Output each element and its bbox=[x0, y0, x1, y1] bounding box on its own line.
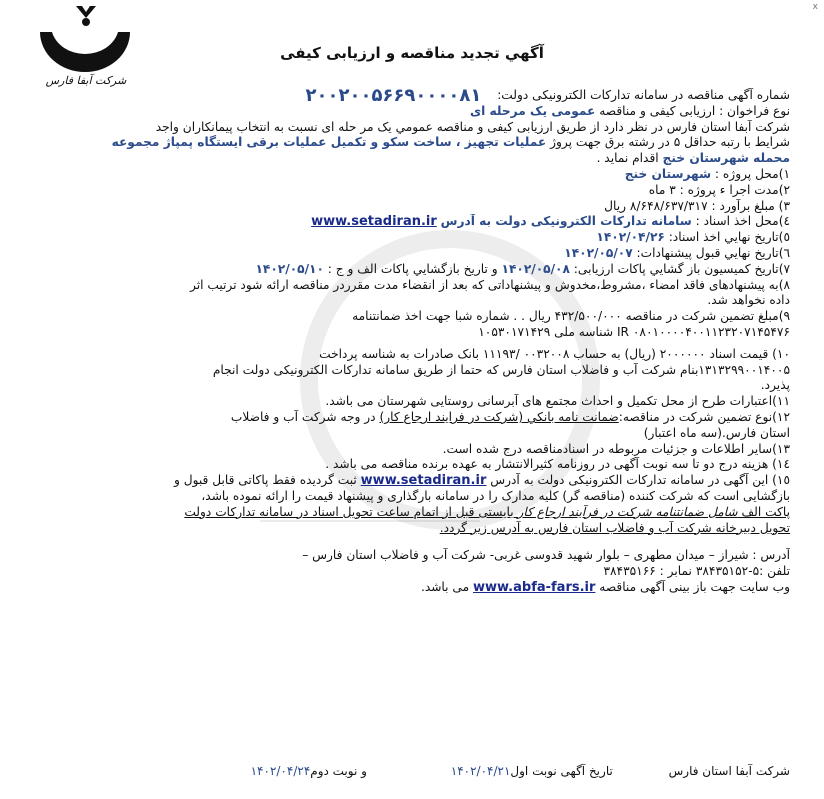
footer bbox=[40, 764, 790, 778]
item-5-label: ٥)تاریخ نهايي اخذ اسناد: bbox=[664, 230, 790, 245]
notice-body bbox=[40, 88, 790, 596]
item-13: ۱۳)سایر اطلاعات و جزئیات مربوطه در اسنادمناقصه درج شده است. bbox=[442, 441, 790, 456]
item-15-line-3-a: پاکت الف bbox=[737, 504, 790, 519]
contact-address: آدرس : شیراز – میدان مطهری – بلوار شهید قدوسی غربی- شرکت آب و فاضلاب استان فارس – bbox=[302, 548, 790, 563]
item-15-line-3-b: شامل ضمانتنامه شرکت در فرآیند ارجاع کار bbox=[517, 504, 738, 519]
item-4-value: سامانه تدارکات الکترونیکی دولت به آدرس bbox=[440, 214, 692, 229]
footer-first-label: تاریخ آگهی نوبت اول bbox=[510, 764, 613, 778]
call-type-label: نوع فراخوان : ارزیابی کیفی و مناقصه bbox=[595, 103, 790, 118]
contact-phone: تلفن :۵-۳۸۴۳۵۱۵۲ نمابر : ۳۸۴۳۵۱۶۶ bbox=[603, 564, 790, 579]
item-12-guarantee: ضمانت نامه بانكي (شركت در فرايند ارجاع كار) bbox=[379, 409, 619, 424]
item-12-line-2: استان فارس.(سه ماه اعتبار) bbox=[643, 425, 790, 440]
footer-first-date: ۱۴۰۲/۰۴/۲۱ bbox=[450, 764, 511, 778]
intro-line-2 bbox=[40, 135, 790, 151]
footer-second-date: ۱۴۰۲/۰۴/۲۴ bbox=[250, 764, 311, 778]
call-type-line bbox=[40, 104, 790, 120]
item-15-line-3-c: بایستی قبل از اتمام ساعت تحویل اسناد در سامانه تدارکات دولت bbox=[184, 504, 518, 519]
item-6 bbox=[40, 246, 790, 262]
item-15-text-b: ثبت گردیده فقط پاکاتی قابل قبول و bbox=[173, 473, 361, 488]
item-7-label: ۷)تاریخ کمیسیون باز گشایي پاکات ارزیابی: bbox=[569, 261, 790, 276]
item-15-line-1 bbox=[40, 473, 790, 489]
item-15-line-3 bbox=[40, 505, 790, 521]
item-10-line-1: ۱۰) قیمت اسناد ۲۰۰۰۰۰۰ (ریال) به حساب ۰۰۳۲۰۰۸ /۱۱۱۹۳ بانک صادرات به شناسه پرداخت bbox=[319, 346, 790, 361]
item-1-value: شهرستان خنج bbox=[624, 166, 712, 181]
item-10-line-2: ۱۳۱۳۲۹۹۰۰۱۴۰۰۵بنام شرکت آب و فاضلاب استان فارس که حتما از طریق سامانه تدارکات الکترونیکی دولت انجام bbox=[212, 362, 790, 377]
tender-number-label: شماره آگهی مناقصه در سامانه تدارکات الکترونیکی دولت: bbox=[497, 88, 790, 102]
intro-line-2-text: شرایط با رتبه حداقل ۵ در رشته برق جهت پروژ bbox=[546, 135, 790, 150]
item-15-line-2: بازگشایی است که شرکت کننده (مناقصه گر) کلیه مدارک را در سامانه بارگذاری و پیشنهاد قیمت را ارائه نموده باشد، bbox=[201, 488, 790, 503]
footer-second-label: و نوبت دوم bbox=[310, 764, 367, 778]
website-label: وب سایت جهت باز بینی آگهی مناقصه bbox=[595, 579, 790, 594]
item-5 bbox=[40, 230, 790, 246]
item-7-value-2: ۱۴۰۲/۰۵/۱۰ bbox=[255, 261, 324, 276]
footer-company: شرکت آبفا استان فارس bbox=[668, 764, 790, 778]
project-title: عملیات تجهیز ، ساخت سکو و تکمیل عملیات برقی ایستگاه پمپاژ مجموعه bbox=[111, 135, 547, 150]
close-icon[interactable]: x bbox=[812, 2, 818, 12]
intro-line-3-tail: اقدام نماید . bbox=[596, 151, 663, 166]
item-14: ۱٤) هزینه درج دو تا سه نوبت آگهی در روزنامه کثیرالانتشار به عهده برنده مناقصه می باشد . bbox=[325, 457, 790, 472]
item-3: ۳) مبلغ برآورد : ۸/۶۴۸/۶۳۷/۳۱۷ ریال bbox=[604, 198, 790, 213]
intro-line-1: شرکت آبفا استان فارس در نظر دارد از طریق ارزیابی کیفی و مناقصه عمومي یک مر حله ای نسبت به انتخاب پیمانکاران واجد bbox=[155, 119, 790, 134]
item-2: ۲)مدت اجرا ء پروژه : ۳ ماه bbox=[648, 182, 790, 197]
tender-number-value: ۲۰۰۲۰۰۵۶۶۹۰۰۰۰۸۱ bbox=[305, 88, 482, 104]
item-9-line-2: IR ۰۸۰۱۰۰۰۰۴۰۰۱۱۲۳۲۰۷۱۴۵۴۷۶ شناسه ملی ۱۰۵۳۰۱۷۱۴۲۹ bbox=[478, 324, 790, 339]
project-location-inline: محمله شهرستان خنج bbox=[662, 151, 790, 166]
item-11: ۱۱)اعتبارات طرح از محل تکمیل و احداث مجتمع های آبرسانی روستایی شهرستان می باشد. bbox=[325, 394, 790, 409]
setadiran-link[interactable]: www.setadiran.ir bbox=[311, 214, 437, 230]
item-15-text-a: ۱٥) این آگهی در سامانه تدارکات الکترونیکی دولت به آدرس bbox=[486, 473, 790, 488]
tender-number-line bbox=[40, 88, 790, 104]
item-7-mid: و تاريخ بازگشايي پاكات الف و ج : bbox=[323, 261, 502, 276]
item-6-label: ٦)تاريخ نهايي قبول پيشنهادات: bbox=[632, 245, 790, 260]
item-1 bbox=[40, 167, 790, 183]
item-7-value: ۱۴۰۲/۰۵/۰۸ bbox=[501, 261, 570, 276]
item-9-line-1: ۹)مبلغ تضمین شرکت در مناقصه ۴۳۲/۵۰۰/۰۰۰ ریال . . شماره شبا جهت اخذ ضمانتنامه bbox=[352, 309, 790, 324]
intro-line-3 bbox=[40, 151, 790, 167]
contact-website bbox=[40, 580, 790, 596]
setadiran-link-2[interactable]: www.setadiran.ir bbox=[360, 473, 487, 489]
item-12-tail: در وجه شركت آب و فاضلاب bbox=[230, 409, 380, 424]
logo-text: شرکت آبفا فارس bbox=[45, 74, 127, 87]
item-10-line-3: پذیرد. bbox=[760, 378, 790, 393]
item-1-label: ۱)محل پروژه : bbox=[711, 166, 790, 181]
item-12-label: ۱۲)نوع تضمين شركت در مناقصه: bbox=[618, 409, 790, 424]
item-4-label: ٤)محل اخذ اسناد : bbox=[691, 214, 790, 229]
item-15-line-4: تحویل دبیرخانه شرکت آب و فاضلاب استان فارس به آدرس زیر گردد. bbox=[439, 520, 790, 535]
website-tail: می باشد. bbox=[420, 579, 473, 594]
item-12-line-1 bbox=[40, 410, 790, 426]
item-4 bbox=[40, 214, 790, 230]
item-6-value: ۱۴۰۲/۰۵/۰۷ bbox=[564, 245, 633, 260]
item-7 bbox=[40, 262, 790, 278]
item-8-line-1: ۸)به پیشنهادهای فاقد امضاء ،مشروط،مخدوش و پیشنهاداتی که بعد از انقضاء مدت مقرردر مناقصه ارائه شود ترتیب اثر bbox=[189, 277, 790, 292]
abfa-link[interactable]: www.abfa-fars.ir bbox=[472, 579, 596, 595]
item-8-line-2: داده نخواهد شد. bbox=[707, 293, 790, 308]
call-type-value: عمومی یک مرحله ای bbox=[469, 103, 596, 118]
item-5-value: ۱۴۰۲/۰۴/۲۶ bbox=[596, 230, 665, 245]
page-title: آگهي تجديد مناقصه و ارزيابی كيفی bbox=[280, 44, 544, 62]
